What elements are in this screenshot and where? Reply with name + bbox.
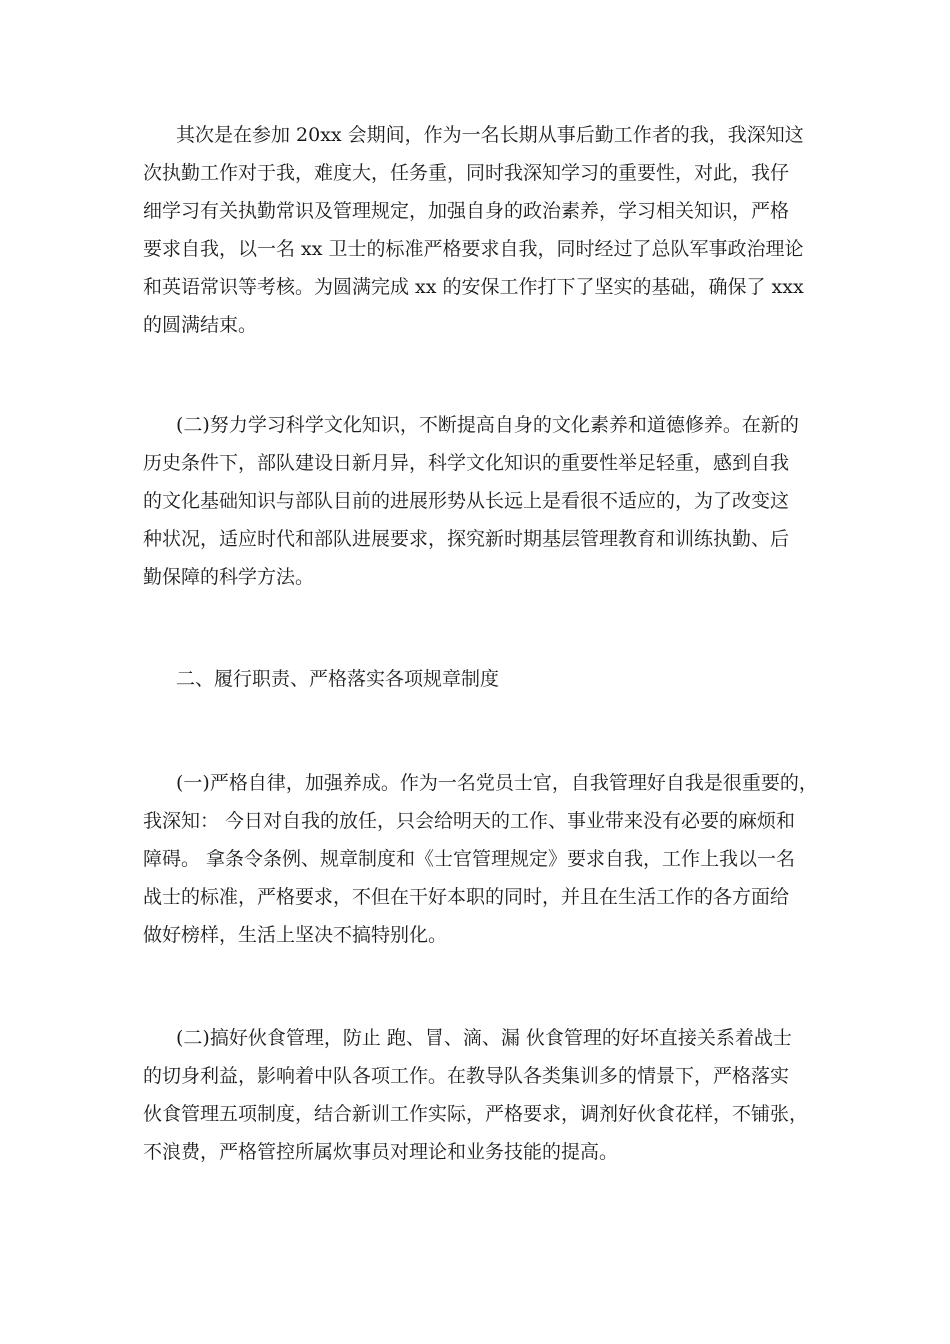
text-line: 要求自我，以一名 xx 卫士的标准严格要求自我，同时经过了总队军事政治理论 (143, 238, 804, 260)
heading-line: 二、履行职责、严格落实各项规章制度 (176, 668, 500, 690)
text-line: 伙食管理五项制度，结合新训工作实际，严格要求，调剂好伙食花样，不铺张， (143, 1103, 809, 1125)
paragraph-p1 (143, 116, 811, 344)
text-line: 的圆满结束。 (143, 314, 258, 336)
text-line: 种状况，适应时代和部队进展要求，探究新时期基层管理教育和训练执勤、后 (143, 528, 790, 550)
text-line: 细学习有关执勤常识及管理规定，加强自身的政治素养，学习相关知识，严格 (143, 200, 790, 222)
section-heading (143, 660, 811, 698)
text-line: 战士的标准，严格要求，不但在干好本职的同时，并且在生活工作的各方面给 (143, 886, 790, 908)
paragraph-p3 (143, 764, 818, 954)
text-line: 和英语常识等考核。为圆满完成 xx 的安保工作打下了坚实的基础，确保了 xxx (143, 276, 804, 298)
text-line: 勤保障的科学方法。 (143, 566, 315, 588)
text-line: 次执勤工作对于我，难度大，任务重，同时我深知学习的重要性，对此，我仔 (143, 162, 790, 184)
paragraph-p4 (143, 1019, 811, 1171)
paragraph-p2 (143, 406, 811, 596)
text-line: 做好榜样，生活上坚决不搞特别化。 (143, 924, 448, 946)
text-line: 我深知： 今日对自我的放任，只会给明天的工作、事业带来没有必要的麻烦和 (143, 810, 796, 832)
text-line: 的切身利益，影响着中队各项工作。在教导队各类集训多的情景下，严格落实 (143, 1065, 790, 1087)
text-line: (一)严格自律，加强养成。作为一名党员士官，自我管理好自我是很重要的， (176, 772, 818, 794)
text-line: 障碍。 拿条令条例、规章制度和《士官管理规定》要求自我，工作上我以一名 (143, 848, 796, 870)
text-line: 的文化基础知识与部队目前的进展形势从长远上是看很不适应的，为了改变这 (143, 490, 790, 512)
text-line: 不浪费，严格管控所属炊事员对理论和业务技能的提高。 (143, 1141, 619, 1163)
text-line: 历史条件下，部队建设日新月异，科学文化知识的重要性举足轻重，感到自我 (143, 452, 790, 474)
text-line: 其次是在参加 20xx 会期间，作为一名长期从事后勤工作者的我，我深知这 (176, 124, 804, 146)
text-line: (二)努力学习科学文化知识，不断提高自身的文化素养和道德修养。在新的 (176, 414, 799, 436)
text-line: (二)搞好伙食管理，防止 跑、冒、滴、漏 伙食管理的好坏直接关系着战士 (176, 1027, 792, 1049)
